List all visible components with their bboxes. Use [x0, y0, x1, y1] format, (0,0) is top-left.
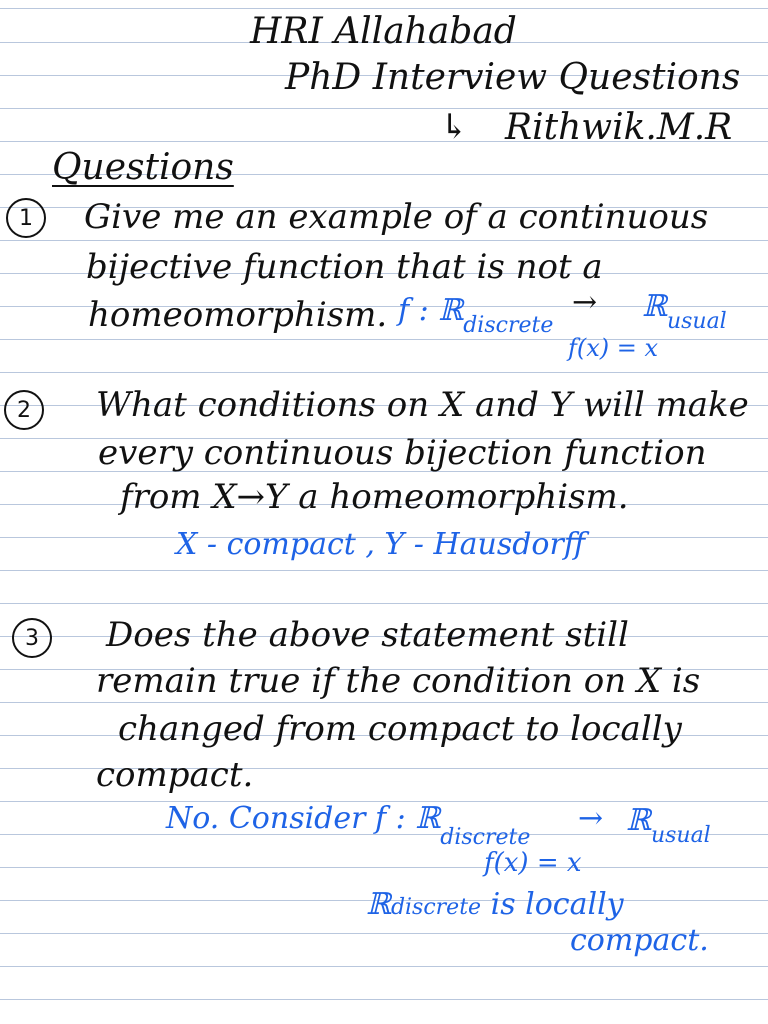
question-number-1: 1	[6, 198, 46, 238]
q3-line-1: Does the above statement still	[106, 615, 629, 655]
q3-note-r: ℝ	[366, 887, 391, 922]
q2-line-2: every continuous bijection function	[98, 433, 707, 473]
q3-answer-note	[366, 887, 624, 922]
q1-line-1: Give me an example of a continuous	[84, 197, 709, 237]
q3-answer-to: ℝ	[626, 803, 651, 838]
header-title: HRI Allahabad	[250, 11, 517, 52]
q1-answer-f: f : ℝ	[398, 293, 464, 328]
q1-answer-arrow-icon: →	[572, 285, 598, 320]
q1-answer-to-sub: usual	[666, 309, 727, 334]
q3-line-4: compact.	[96, 755, 254, 795]
author-arrow-icon: ↳	[440, 107, 469, 147]
q2-line-1: What conditions on X and Y will make	[96, 385, 749, 425]
q3-line-2: remain true if the condition on X is	[96, 661, 701, 701]
q3-answer-text: No. Consider f : ℝ	[166, 801, 441, 836]
q1-answer-map	[398, 293, 554, 338]
q2-answer: X - compact , Y - Hausdorff	[176, 527, 586, 562]
q1-answer-from-sub: discrete	[463, 313, 554, 338]
q3-note-sub: discrete	[390, 895, 482, 920]
question-number-3: 3	[12, 618, 52, 658]
author-name: Rithwik.M.R	[505, 107, 733, 148]
q1-answer-to: ℝ	[642, 289, 667, 324]
q3-answer-lead	[166, 801, 531, 850]
q1-line-2: bijective function that is not a	[86, 247, 603, 287]
q3-note-compact: compact.	[570, 923, 709, 958]
q3-answer-codomain	[626, 803, 711, 848]
header-subtitle: PhD Interview Questions	[285, 57, 741, 98]
q1-answer-rule: f(x) = x	[568, 334, 659, 362]
q2-line-3: from X→Y a homeomorphism.	[120, 477, 629, 517]
q3-answer-arrow-icon: →	[578, 801, 604, 836]
questions-heading: Questions	[52, 147, 234, 188]
q3-line-3: changed from compact to locally	[118, 709, 682, 749]
q1-answer-codomain	[642, 289, 727, 334]
q1-line-3: homeomorphism.	[88, 295, 388, 335]
q3-answer-rule: f(x) = x	[484, 848, 582, 878]
q3-note-text: is locally	[490, 887, 624, 922]
q3-answer-to-sub: usual	[650, 823, 711, 848]
q3-answer-from-sub: discrete	[440, 825, 531, 850]
question-number-2: 2	[4, 390, 44, 430]
